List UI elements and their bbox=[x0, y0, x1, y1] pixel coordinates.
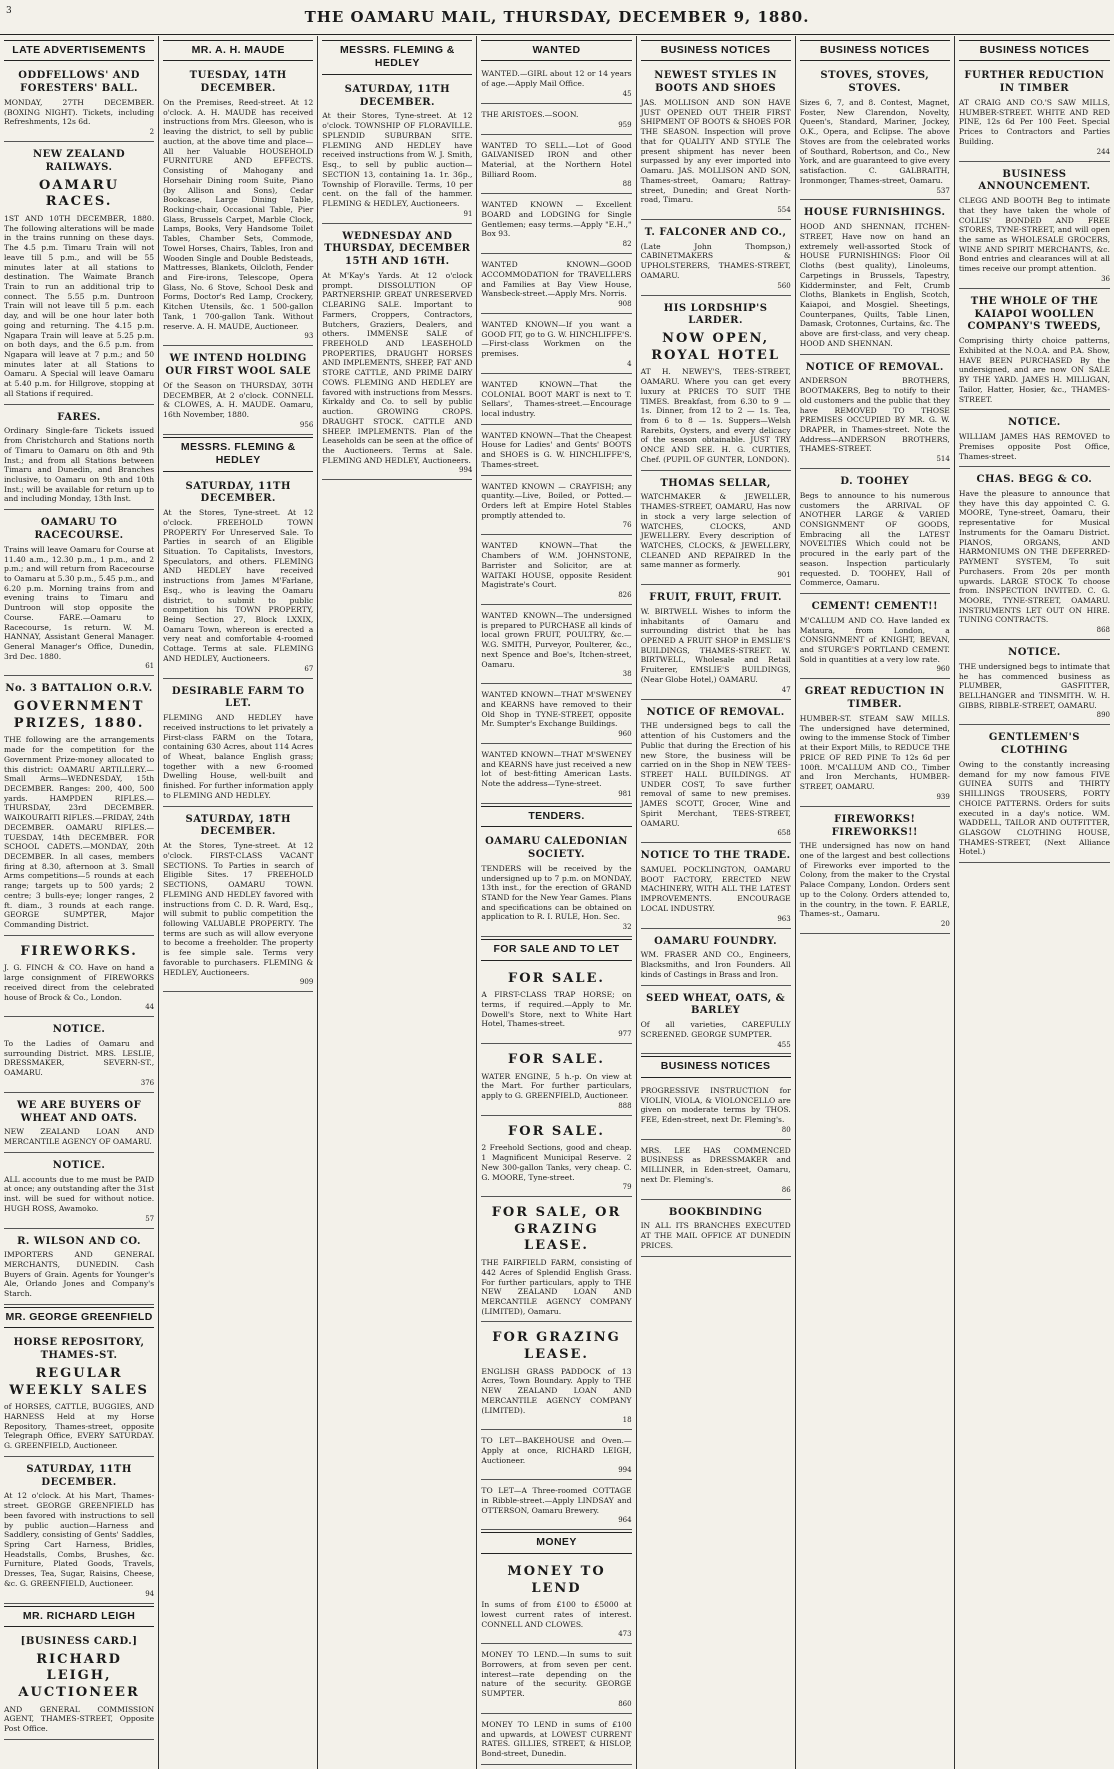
ad-number: 960 bbox=[936, 665, 950, 674]
ad-title: OAMARU TO RACECOURSE. bbox=[34, 517, 124, 541]
ad-number: 67 bbox=[304, 664, 314, 673]
ad-body: MONDAY, 27TH DECEMBER. (BOXING NIGHT). Tickets, including Refreshments, 12s 6d. bbox=[4, 98, 155, 127]
ad-body: MRS. LEE HAS COMMENCED BUSINESS as DRESSMAKER and MILLINER, in Eden-street, Oamaru, next Dr. Fleming's. bbox=[640, 1145, 791, 1184]
section-heading: MR. A. H. MAUDE bbox=[163, 40, 313, 61]
ad-title: BUSINESS ANNOUNCEMENT. bbox=[978, 168, 1091, 193]
ad-number: 88 bbox=[622, 180, 632, 189]
advertisement bbox=[163, 348, 313, 434]
advertisement bbox=[163, 476, 313, 679]
ad-body: 1ST AND 10TH DECEMBER, 1880. The following alterations will be made in the trains running on these days. The 4.5 p.m. Timaru Train will not leave till 5 p.m., and will be 55 minutes later at all stations to destination. The Waimate Branch Train to run an additional trip to connect. The 5.55 p.m. Duntroon Train will not leave till 5 p.m. each day, and will be one hour later both going and returning. The 4.15 p.m. Ngapara Train will leave at 5.25 p.m. on both days, and the 6.5 p.m. from Ngapara will leave at 7 p.m.; and 50 minutes later at all Stations to Oamaru. A Special will leave Oamaru at 5.40 p.m. for Hillgrove, stopping at all Stations if required. bbox=[4, 213, 155, 398]
ad-number: 963 bbox=[777, 914, 791, 923]
advertisement bbox=[4, 407, 154, 511]
ad-number: 376 bbox=[140, 1078, 155, 1087]
ad-number: 908 bbox=[618, 300, 632, 309]
ad-number: 82 bbox=[622, 240, 632, 249]
ad-headline: NOW OPEN, ROYAL HOTEL bbox=[651, 331, 780, 363]
masthead bbox=[0, 0, 1114, 35]
ad-body: A FIRST-CLASS TRAP HORSE; on terms, if required.—Apply to Mr. Dowell's Store, next to White Hart Hotel, Thames-street. bbox=[481, 990, 632, 1029]
newspaper-title: THE OAMARU MAIL, THURSDAY, DECEMBER 9, 1880. bbox=[304, 8, 810, 26]
section-heading: MESSRS. FLEMING & HEDLEY bbox=[163, 437, 313, 472]
column-4 bbox=[477, 36, 636, 1769]
advertisement bbox=[481, 256, 631, 314]
ad-title: R. WILSON AND CO. bbox=[17, 1235, 142, 1247]
advertisement bbox=[481, 746, 631, 804]
advertisement bbox=[4, 1332, 154, 1456]
ad-title: NEW ZEALAND RAILWAYS. bbox=[32, 149, 126, 173]
advertisement bbox=[641, 931, 791, 986]
ad-number: 537 bbox=[936, 186, 950, 195]
advertisement bbox=[4, 1155, 154, 1229]
advertisement bbox=[481, 1199, 631, 1322]
ad-body: W. BIRTWELL Wishes to inform the inhabitants of Oamaru and surrounding district that he has OPENED A FRUIT SHOP in EMSLIE'S BUILDINGS, THAMES-STREET. W. BIRTWELL, Wholesale and Retail Fruiterer, EMSLIE'S BUILDINGS, (Near Globe Hotel,) OAMARU. bbox=[640, 606, 791, 684]
section-heading: MR. RICHARD LEIGH bbox=[4, 1606, 154, 1627]
advertisement bbox=[800, 809, 950, 934]
ad-body: HOOD AND SHENNAN, ITCHEN-STREET, Have now on hand an extremely well-assorted Stock of HOUSE FURNISHINGS: Floor Oil Cloths (best quality), Linoleums, Carpetings in Brussels, Tapestry, Kidderminster, and Felt, Crumb Cloths, Blankets in English, Scotch, Kaiapoi, and Mosgiel. Sheetings, Counterpanes, Quilts, Table Linen, Damask, Crotonnes, Curtains, &c. The above are first-class, and very cheap. HOOD AND SHENNAN. bbox=[799, 222, 950, 348]
ad-number: 981 bbox=[618, 789, 632, 798]
ad-number: 2 bbox=[149, 128, 155, 137]
advertisement bbox=[4, 65, 154, 142]
ad-headline: FOR SALE. bbox=[508, 1123, 605, 1139]
ad-body: WANTED KNOWN—That the Chambers of W.M. JOHNSTONE, Barrister and Solicitor, are at WAITAKI HOUSE, opposite Resident Magistrate's Court. bbox=[481, 541, 632, 590]
ad-number: 554 bbox=[777, 205, 791, 214]
section-heading: MESSRS. FLEMING & HEDLEY bbox=[322, 40, 472, 75]
ad-title: T. FALCONER AND CO., bbox=[644, 226, 787, 238]
ad-body: WANTED KNOWN — CRAYFISH; any quantity.—Live, Boiled, or Potted.—Orders left at Empire Hotel Stables promptly attended to. bbox=[481, 481, 632, 520]
ad-number: 79 bbox=[622, 1183, 632, 1192]
ad-body: Of all varieties, CAREFULLY SCREENED. GEORGE SUMPTER. bbox=[640, 1020, 791, 1039]
ad-number: 909 bbox=[299, 978, 314, 987]
ad-body: FLEMING AND HEDLEY have received instructions to let privately a First-class FARM on the Totara, containing 630 Acres, about 114 Acres of Wheat, balance English grass; together with a new 6-roomed Dwelling House, well-built and finished. For further information apply to FLEMING AND HEDLEY. bbox=[163, 713, 314, 800]
ad-headline: REGULAR WEEKLY SALES bbox=[9, 1365, 149, 1398]
section-heading: WANTED bbox=[481, 40, 631, 61]
advertisement bbox=[4, 1019, 154, 1093]
ad-body: TO LET—BAKEHOUSE and Oven.—Apply at once, RICHARD LEIGH, Auctioneer. bbox=[481, 1436, 632, 1465]
ad-number: 20 bbox=[940, 920, 950, 929]
ad-number: 560 bbox=[777, 281, 791, 290]
column-7 bbox=[955, 36, 1114, 1769]
ad-body: THE undersigned begs to call the attention of his Customers and the Public that during the Erection of his new Store, the business will be carried on in the Shop in NEW TEES-STREET HALL BUILDINGS. AT UNDER COST, To save further removal of same to new premises. JAMES SCOTT, Grocer, Wine and Spirit Merchant, TEES-STREET, OAMARU. bbox=[640, 721, 791, 828]
ad-body: WM. FRASER AND CO., Engineers, Blacksmiths, and Iron Founders. All kinds of Castings in Brass and Iron. bbox=[640, 950, 791, 979]
ad-title: NOTICE. bbox=[52, 1024, 106, 1036]
ad-title: WE INTEND HOLDING OUR FIRST WOOL SALE bbox=[165, 353, 312, 378]
advertisement bbox=[4, 512, 154, 676]
column-6 bbox=[796, 36, 955, 1769]
advertisement bbox=[959, 469, 1110, 640]
advertisement bbox=[481, 965, 631, 1044]
ad-body: WANTED KNOWN—The undersigned is prepared to PURCHASE all kinds of local grown FRUIT, POULTRY, &c.—W.G. SMITH, Purveyor, Poulterer, &c., next Spence and Boe's, Itchen-street, Oamaru. bbox=[481, 610, 632, 669]
ad-number: 994 bbox=[459, 466, 473, 475]
ad-headline: FIREWORKS. bbox=[20, 943, 138, 959]
advertisement bbox=[481, 478, 631, 536]
ad-title: SATURDAY, 11TH DECEMBER. bbox=[26, 1463, 132, 1488]
advertisement bbox=[800, 681, 950, 806]
ad-title: FARES. bbox=[57, 411, 101, 423]
ad-number: 91 bbox=[463, 209, 473, 218]
ad-headline: FOR SALE, OR GRAZING LEASE. bbox=[491, 1205, 622, 1254]
advertisement bbox=[481, 196, 631, 254]
ad-number: 36 bbox=[1101, 274, 1110, 283]
ad-number: 76 bbox=[622, 521, 632, 530]
advertisement bbox=[481, 1646, 631, 1714]
ad-title: THE WHOLE OF THE KAIAPOI WOOLLEN COMPANY'S TWEEDS, bbox=[967, 295, 1102, 333]
ad-title: NOTICE. bbox=[1008, 647, 1061, 659]
ad-body: TENDERS will be received by the undersigned up to 7 p.m. on MONDAY, 13th inst., for the erection of GRAND STAND for the New Year Games. Plans and specifications can be obtained on application to R. I. RULE, Hon. Sec. bbox=[481, 863, 632, 922]
advertisement bbox=[959, 412, 1110, 467]
section-heading: MR. GEORGE GREENFIELD bbox=[4, 1307, 154, 1328]
ad-number: 94 bbox=[145, 1589, 155, 1598]
ad-body: Owing to the constantly increasing demand for my now famous FIVE GUINEA SUITS and THIRTY SHILLINGS TROUSERS, FORTY CHOICE PATTERNS. Orders for suits executed in a day's notice. WM. WADDELL, TAILOR AND OUTFITTER, GLASGOW CLOTHING HOUSE, THAMES-STREET, (Next Alliance Hotel.) bbox=[958, 760, 1110, 857]
ad-number: 514 bbox=[936, 455, 950, 464]
ad-number: 32 bbox=[622, 923, 632, 932]
ad-body: THE FAIRFIELD FARM, consisting of 442 Acres of Splendid English Grass. For further particulars, apply to THE NEW ZEALAND LOAN AND MERCANTILE AGENCY COMPANY (LIMITED), Oamaru. bbox=[481, 1258, 632, 1316]
advertisement bbox=[641, 845, 791, 928]
ad-body: 2 Freehold Sections, good and cheap. 1 Magnificent Municipal Reserve. 2 New 300-gallon Tanks, very cheap. C. G. MOORE, Tyne-street. bbox=[481, 1143, 632, 1182]
advertisement bbox=[481, 65, 631, 103]
ad-number: 80 bbox=[781, 1125, 791, 1134]
advertisement bbox=[641, 65, 791, 219]
ad-body: WANTED KNOWN—GOOD ACCOMMODATION for TRAVELLERS and Families at Bay View House, Wansbeck-street.—Apply Mrs. Norris. bbox=[481, 260, 632, 299]
advertisement bbox=[959, 642, 1110, 725]
ad-body: ALL accounts due to me must be PAID at once; any outstanding after the 31st inst. will be sued for without notice. HUGH ROSS, Awamoko. bbox=[4, 1174, 155, 1213]
ad-body: WANTED KNOWN—THAT M'SWENEY and KEARNS have just received a new lot of best-fitting American Lasts. Note the address—Tyne-street. bbox=[481, 750, 632, 789]
column-2 bbox=[159, 36, 318, 1769]
ad-title: FURTHER REDUCTION IN TIMBER bbox=[964, 70, 1105, 95]
ad-body: PROGRESSIVE INSTRUCTION for VIOLIN, VIOLA, & VIOLONCELLO are given on moderate terms by THOS. FEE, Eden-street, next Dr. Fleming's. bbox=[640, 1085, 791, 1125]
advertisement bbox=[481, 607, 631, 684]
ad-number: 826 bbox=[618, 590, 632, 599]
advertisement bbox=[481, 1482, 631, 1530]
ad-body: AT H. NEWEY'S, TEES-STREET, OAMARU. Where you can get every luxury at PRICES TO SUIT THE TIMES. Breakfast, from 6.30 to 9 — 1s. Dinner, from 12 to 2 — 1s. Tea, from 6 to 8 — 1s. Suppers—Welsh Rarebits, Oysters, and every delicacy of the season obtainable. JUST TRY ONCE AND SEE. H. G. CURTIES, Chef. (PUPIL OF GUNTER, LONDON). bbox=[640, 367, 791, 464]
advertisement bbox=[481, 1118, 631, 1197]
ad-headline: OAMARU RACES. bbox=[39, 177, 120, 210]
ad-headline: FOR SALE. bbox=[508, 970, 605, 986]
ad-title: CHAS. BEGG & CO. bbox=[976, 474, 1093, 486]
advertisement bbox=[481, 831, 631, 937]
ad-number: 44 bbox=[145, 1003, 155, 1012]
ad-number: 890 bbox=[1096, 711, 1110, 720]
ad-number: 860 bbox=[618, 1699, 632, 1708]
advertisement bbox=[800, 202, 950, 354]
advertisement bbox=[163, 809, 313, 993]
section-heading: FOR SALE AND TO LET bbox=[481, 939, 631, 960]
advertisement bbox=[481, 106, 631, 135]
ad-number: 47 bbox=[781, 685, 791, 694]
advertisement bbox=[641, 1142, 791, 1200]
ad-body: At the Stores, Tyne-street. At 12 o'clock. FIRST-CLASS VACANT SECTIONS. To Parties in search of Eligible Sites. 17 FREEHOLD SECTIONS, OAMARU TOWN. FLEMING AND HEDLEY favored with instructions from C. D. R. Ward, Esq., will submit to public competition the following VALUABLE PROPERTY. The terms are such as will allow everyone to become a freeholder. The property is fee simple sale. Terms very favorable to purchasers. FLEMING & HEDLEY, Auctioneers. bbox=[163, 841, 314, 977]
ad-title: SEED WHEAT, OATS, & BARLEY bbox=[646, 992, 786, 1017]
ad-body: IMPORTERS AND GENERAL MERCHANTS, DUNEDIN. Cash Buyers of Grain. Agents for Younger's Ale, Orlando Jones and Company's Starch. bbox=[4, 1250, 155, 1299]
advertisement bbox=[481, 1558, 631, 1644]
ad-body: WANTED.—GIRL about 12 or 14 years of age.—Apply Mail Office. bbox=[481, 69, 632, 89]
ad-headline: RICHARD LEIGH, AUCTIONEER bbox=[18, 1651, 140, 1700]
ad-body: TO LET—A Three-roomed COTTAGE in Ribble-street.—Apply LINDSAY and OTTERSON, Oamaru Brewery. bbox=[481, 1486, 632, 1515]
advertisement bbox=[481, 686, 631, 744]
ad-number: 960 bbox=[618, 730, 632, 739]
ad-number: 38 bbox=[622, 670, 632, 679]
advertisement bbox=[800, 596, 950, 679]
ad-body: ANDERSON BROTHERS, BOOTMAKERS, Beg to notify to their old customers and the public that they have REMOVED TO THOSE PREMISES OCCUPIED BY MR. G. W. DRAPER, in Thames-street. Note the Address—ANDERSON BROTHERS, THAMES-STREET. bbox=[799, 376, 950, 454]
ad-number: 658 bbox=[777, 829, 791, 838]
ad-body: J. G. FINCH & CO. Have on hand a large consignment of FIREWORKS received direct from the celebrated house of Brock & Co., London. bbox=[4, 963, 155, 1002]
advertisement bbox=[481, 1046, 631, 1116]
advertisement bbox=[641, 988, 791, 1055]
ad-body: At their Stores, Tyne-street. At 12 o'clock. TOWNSHIP OF FLORAVILLE. SPLENDID SUBURBAN SITE. FLEMING AND HEDLEY have received instructions from W. J. Smith, Esq., to sell by public auction—SECTION 13, containing 1a. 1r. 36p., Township of Floraville. Terms, 10 per cent. on the fall of the hammer. FLEMING & HEDLEY, Auctioneers. bbox=[322, 111, 473, 208]
advertisement bbox=[641, 587, 791, 700]
ad-title: FIREWORKS! FIREWORKS!! bbox=[831, 813, 918, 838]
page-number: 3 bbox=[6, 6, 13, 16]
ad-title: SATURDAY, 11TH DECEMBER. bbox=[344, 83, 451, 108]
ad-title: GREAT REDUCTION IN TIMBER. bbox=[804, 686, 945, 711]
advertisement bbox=[322, 226, 472, 481]
advertisement bbox=[481, 1432, 631, 1480]
ad-headline: MONEY TO LEND bbox=[507, 1563, 606, 1596]
ad-number: 4 bbox=[627, 359, 632, 368]
ad-title: BOOKBINDING bbox=[668, 1206, 763, 1218]
ad-title: GENTLEMEN'S CLOTHING bbox=[988, 732, 1080, 757]
ad-number: 93 bbox=[304, 332, 314, 341]
ad-body: Trains will leave Oamaru for Course at 11.40 a.m., 12.30 p.m., 1 p.m., and 2 p.m.; and will return from Racecourse to Oamaru at 5.30 p.m., 5.45 p.m., and 6.20 p.m. Morning trains from and evening trains to Timaru and Duntroon will stop opposite the Course. FARE.—Oamaru to Racecourse, 1s return. W. M. HANNAY, Assistant General Manager. General Manager's Office, Dunedin, 3rd Dec. 1880. bbox=[4, 544, 155, 661]
advertisement bbox=[641, 473, 791, 586]
advertisement bbox=[959, 65, 1110, 161]
ad-number: 18 bbox=[622, 1416, 632, 1425]
ad-body: At M'Kay's Yards. At 12 o'clock prompt. DISSOLUTION OF PARTNERSHIP. GREAT UNRESERVED CLEARING SALE. Important to Farmers, Croppers, Contractors, Butchers, Graziers, Dealers, and others. IMMENSE SALE of FREEHOLD AND LEASEHOLD PROPERTIES, DRAUGHT HORSES AND IMPLEMENTS, SHEEP, FAT AND STORE CATTLE, AND PRIME DAIRY COWS. FLEMING AND HEDLEY are favored with instructions from Messrs. Kirkaldy and Co. to sell by public auction. GROWING CROPS. DRAUGHT STOCK. CATTLE AND SHEEP. IMPLEMENTS. Plan of the Leaseholds can be seen at the office of the Auctioneers. Terms at Sale. FLEMING AND HEDLEY, Auctioneers. bbox=[322, 271, 473, 465]
ad-title: NOTICE OF REMOVAL. bbox=[646, 706, 785, 718]
ad-number: 86 bbox=[781, 1185, 791, 1194]
ad-body: M'CALLUM AND CO. Have landed ex Mataura, from London, a CONSIGNMENT of KNIGHT, BEVAN, and STURGE'S PORTLAND CEMENT. Sold in quantities at a very low rate. bbox=[799, 615, 950, 664]
ad-number: 244 bbox=[1096, 147, 1110, 156]
ad-title: NOTICE OF REMOVAL. bbox=[805, 361, 944, 373]
ad-title: ODDFELLOWS' AND FORESTERS' BALL. bbox=[18, 70, 140, 95]
ad-body: WATCHMAKER & JEWELLER, THAMES-STREET, OAMARU, Has now in stock a very large selection of WATCHES, CLOCKS, AND JEWELLERY. Every description of WATCHES, CLOCKS, & JEWELLERY, CLEANED AND REPAIRED In the same manner as formerly. bbox=[640, 492, 791, 570]
advertisement bbox=[4, 1095, 154, 1153]
ad-title: HIS LORDSHIP'S LARDER. bbox=[663, 302, 768, 327]
ad-body: Comprising thirty choice patterns, Exhibited at the N.O.A. and P.A. Show, HAVE BEEN PURCHASED By the undersigned, and are now ON SALE BY THE YARD. JAMES H. MILLIGAN, Tailor, Hatter, Hosier, &c., THAMES-STREET. bbox=[958, 336, 1110, 404]
ad-number: 473 bbox=[618, 1630, 632, 1639]
ad-title: No. 3 BATTALION O.R.V. bbox=[5, 683, 153, 695]
ad-body: THE undersigned has now on hand one of the largest and best collections of Fireworks ever imported to the Colony, from the maker to the Crystal Palace Company, London. Orders sent up to the Colony. Orders attended to, in the country, in the town. F. EARLE, Thames-st., Oamaru. bbox=[799, 841, 950, 919]
ad-title: NOTICE TO THE TRADE. bbox=[640, 850, 791, 862]
ad-title: FRUIT, FRUIT, FRUIT. bbox=[649, 592, 782, 604]
ad-number: 61 bbox=[145, 662, 155, 671]
advertisement bbox=[959, 291, 1110, 410]
ad-number: 901 bbox=[777, 571, 791, 580]
advertisement bbox=[163, 65, 313, 346]
ad-number: 45 bbox=[622, 89, 632, 98]
ad-title: DESIRABLE FARM TO LET. bbox=[171, 685, 305, 710]
ad-body: THE ARISTOES.—SOON. bbox=[481, 109, 579, 119]
ad-body: THE undersigned begs to intimate that he has commenced business as PLUMBER, GASFITTER, BELLHANGER and TINSMITH. W. H. GIBBS, RIBBLE-STREET, OAMARU. bbox=[958, 661, 1110, 710]
ad-title: NOTICE. bbox=[52, 1159, 106, 1171]
ad-number: 868 bbox=[1096, 626, 1110, 635]
advertisement bbox=[641, 1202, 791, 1257]
ad-title: HORSE REPOSITORY, THAMES-ST. bbox=[13, 1337, 145, 1362]
ad-title: [BUSINESS CARD.] bbox=[20, 1635, 138, 1647]
newspaper-page bbox=[0, 36, 1114, 1758]
ad-title: D. TOOHEY bbox=[840, 476, 910, 488]
ad-title: OAMARU CALEDONIAN SOCIETY. bbox=[485, 836, 628, 861]
ad-body: CLEGG AND BOOTH Beg to intimate that they have taken the whole of COLLIS' BONDED AND FREE STORES, TYNE-STREET, and will open the same as WHOLESALE GROCERS, WINE AND SPIRIT MERCHANTS, &c. Bond entries and clearances will at all times receive our prompt attention. bbox=[958, 196, 1110, 274]
ad-title: WEDNESDAY AND THURSDAY, DECEMBER 15TH AND 16TH. bbox=[324, 230, 471, 268]
advertisement bbox=[163, 681, 313, 807]
ad-title: WE ARE BUYERS OF WHEAT AND OATS. bbox=[16, 1099, 142, 1124]
ad-body: In sums of from £100 to £5000 at lowest current rates of interest. CONNELL AND CLOWES. bbox=[481, 1600, 632, 1629]
ad-body: WATER ENGINE, 5 h.-p. On view at the Mart. For further particulars, apply to G. GREENFIELD, Auctioneer. bbox=[481, 1071, 632, 1101]
section-heading: TENDERS. bbox=[481, 806, 631, 827]
ad-body: Begs to announce to his numerous customers the ARRIVAL OF ANOTHER LARGE & VARIED CONSIGNMENT OF GOODS, Embracing all the LATEST NOVELTIES Which could not be procured in the early part of the season. Inspection particularly requested. D. TOOHEY, Hall of Commerce, Oamaru. bbox=[799, 490, 950, 588]
ad-body: NEW ZEALAND LOAN AND MERCANTILE AGENCY OF OAMARU. bbox=[4, 1127, 155, 1147]
advertisement bbox=[4, 678, 154, 935]
ad-body: Ordinary Single-fare Tickets issued from Christchurch and Stations north of Timaru to Oamaru on 8th and 9th Inst.; and from all Stations between Timaru and Dunedin, and Branches inclusive, to Oamaru on 9th and 10th Inst.; will be available for return up to and including Monday, 13th Inst. bbox=[4, 426, 155, 504]
ad-body: On the Premises, Reed-street. At 12 o'clock. A. H. MAUDE has received instructions from Mrs. Gleeson, who is leaving the district, to sell by public auction, at the above time and place—All her Valuable HOUSEHOLD FURNITURE AND EFFECTS. Consisting of Mahogany and Horsehair Dining room Suite, Piano (by Allison and Sons), Cedar Bookcase, Large Dining Table, Rocking-chair, Occasional Table, Pier Glass, Brussels Carpet, Marble Clock, Lamps, Books, Very Handsome Toilet Tables, Chamber Sets, Commode, Towel Horses, Chairs, Tables, Iron and Wooden Single and Double Bedsteads, Mattresses, Blankets, Oilcloth, Fender and Fire-irons, Telescope, Opera Glass, No. 6 Stove, School Desk and Forms, Doctor's Red Lamp, Crockery, Kitchen Utensils, &c. 1 500-gallon Tank, 1 700-gallon Tank. Without reserve. A. H. MAUDE, Auctioneer. bbox=[163, 98, 314, 331]
ad-body: WANTED TO SELL.—Lot of Good GALVANISED IRON and other Material, at the Northern Hotel Billiard Room. bbox=[481, 140, 632, 179]
ad-title: THOMAS SELLAR, bbox=[660, 477, 771, 489]
ad-body: Sizes 6, 7, and 8. Contest, Magnet, Foster, New Clarendon, Novelty, Queen's, Standard, Mariner, Jockey, O.K., Opera, and Eclipse. The above Stoves are from the celebrated works of Southard, Robertson, and Co., New York, and are guaranteed to give every satisfaction. C. GALBRAITH, Ironmonger, Thames-street, Oamaru. bbox=[799, 98, 950, 185]
ad-body: Have the pleasure to announce that they have this day appointed C. G. MOORE, Tyne-street, Oamaru, their representative for Musical Instruments for the Oamaru District. PIANOS, ORGANS, AND HARMONIUMS ON THE DEFERRED-PAYMENT SYSTEM, To suit Purchasers. From 20s per month upwards. LARGE STOCK To choose from. INSPECTION INVITED. C. G. MOORE, TYNE-STREET, OAMARU. INSTRUMENTS LET OUT ON HIRE. TUNING CONTRACTS. bbox=[958, 489, 1110, 625]
advertisement bbox=[641, 1082, 791, 1140]
advertisement bbox=[641, 222, 791, 296]
advertisement bbox=[481, 316, 631, 374]
ad-body: THE following are the arrangements made for the competition for the Government Prize-money allocated to this district: OAMARU ARTILLERY.—Small Arms—WEDNESDAY, 15th DECEMBER. Ranges: 200, 400, 500 yards. HAMPDEN RIFLES.—THURSDAY, 23rd DECEMBER. WAIKOURAITI RIFLES.—FRIDAY, 24th DECEMBER. OAMARU RIFLES.—TUESDAY, 14th DECEMBER. FOR SCHOOL CADETS.—MONDAY, 20th DECEMBER. In all cases, members firing at 8.30, afternoon at 3. Small Arms competitions—5 rounds at each range; targets up to 500 yards; 2 centre; 3 bulls-eye; longer ranges, 2 ft. diam., 3 rounds at each range. GEORGE SUMPTER, Major Commanding District. bbox=[4, 735, 155, 930]
advertisement bbox=[4, 1631, 154, 1740]
column-5 bbox=[637, 36, 796, 1769]
advertisement bbox=[481, 1716, 631, 1765]
section-heading: BUSINESS NOTICES bbox=[800, 40, 950, 61]
ad-title: NEWEST STYLES IN BOOTS AND SHOES bbox=[654, 70, 777, 95]
ad-title: TUESDAY, 14TH DECEMBER. bbox=[189, 70, 287, 95]
advertisement bbox=[481, 376, 631, 425]
ad-body: WANTED KNOWN—If you want a GOOD FIT, go to G. W. HINCHLIFFE'S.—First-class Workmen on the premises. bbox=[481, 319, 632, 359]
advertisement bbox=[959, 164, 1110, 289]
ad-body: WANTED KNOWN — Excellent BOARD and LODGING for Single Gentlemen; easy terms.—Apply "E.H.," Box 93. bbox=[481, 200, 632, 239]
ad-body: WILLIAM JAMES HAS REMOVED to Premises opposite Post Office, Thames-street. bbox=[958, 432, 1110, 461]
advertisement bbox=[322, 79, 472, 224]
ad-body: MONEY TO LEND in sums of £100 and upwards, at LOWEST CURRENT RATES. GILLIES, STREET, & HISLOP, Bond-street, Dunedin. bbox=[481, 1719, 632, 1758]
advertisement bbox=[481, 137, 631, 195]
ad-body: Of the Season on THURSDAY, 30TH DECEMBER, At 2 o'clock. CONNELL & CLOWES, A. H. MAUDE. Oamaru, 16th November, 1880. bbox=[163, 380, 314, 419]
ad-body: WANTED KNOWN—That the COLONIAL BOOT MART is next to T. Sellars', Thames-street.—Encourage local industry. bbox=[481, 379, 632, 418]
ad-title: SATURDAY, 18TH DECEMBER. bbox=[185, 813, 291, 838]
ad-body: At 12 o'clock. At his Mart, Thames-street. GEORGE GREENFIELD has been favored with instructions to sell by public auction—Harness and Saddlery, consisting of Gents' Saddles, Spring Cart Harness, Bridles, Headstalls, Combs, Brushes, &c. Furniture, Plated Goods, Travels, Dresses, Tea, Sugar, Raisins, Cheese, &c. G. GREENFIELD, Auctioneer. bbox=[4, 1491, 155, 1588]
ad-body: ENGLISH GRASS PADDOCK of 13 Acres, Town Boundary. Apply to THE NEW ZEALAND LOAN AND MERCANTILE AGENCY COMPANY (LIMITED). bbox=[481, 1366, 632, 1415]
ad-title: OAMARU FOUNDRY. bbox=[654, 935, 778, 947]
ad-title: STOVES, STOVES, STOVES. bbox=[820, 70, 930, 95]
ad-number: 994 bbox=[618, 1466, 632, 1475]
ad-headline: GOVERNMENT PRIZES, 1880. bbox=[13, 699, 145, 731]
ad-body: (Late John Thompson,) CABINETMAKERS & UPHOLSTERERS, THAMES-STREET, OAMARU. bbox=[640, 241, 791, 280]
advertisement bbox=[800, 65, 950, 200]
ad-body: of HORSES, CATTLE, BUGGIES, AND HARNESS Held at my Horse Repository, Thames-street, opposite Telegraph Office, EVERY SATURDAY. G. GREENFIELD, Auctioneer. bbox=[4, 1402, 155, 1451]
ad-number: 977 bbox=[618, 1030, 632, 1039]
ad-body: WANTED KNOWN—THAT M'SWENEY and KEARNS have removed to their Old Shop in TYNE-STREET, opposite Mr. Sumpter's Exchange Buildings. bbox=[481, 690, 632, 729]
section-heading: BUSINESS NOTICES bbox=[959, 40, 1110, 61]
advertisement bbox=[641, 298, 791, 471]
section-heading: BUSINESS NOTICES bbox=[641, 40, 791, 61]
ad-title: CEMENT! CEMENT!! bbox=[811, 601, 938, 613]
advertisement bbox=[481, 1324, 631, 1430]
ad-body: IN ALL ITS BRANCHES EXECUTED AT THE MAIL OFFICE AT DUNEDIN PRICES. bbox=[640, 1221, 791, 1250]
section-heading: LATE ADVERTISEMENTS bbox=[4, 40, 154, 61]
advertisement bbox=[641, 702, 791, 844]
ad-number: 888 bbox=[618, 1101, 632, 1110]
ad-body: AND GENERAL COMMISSION AGENT, THAMES-STREET, Opposite Post Office. bbox=[4, 1704, 155, 1734]
ad-body: WANTED KNOWN—That the Cheapest House for Ladies' and Gents' BOOTS and SHOES is G. W. HINCHLIFFE'S, Thames-street. bbox=[481, 430, 632, 469]
ad-number: 939 bbox=[936, 792, 950, 801]
ad-title: HOUSE FURNISHINGS. bbox=[804, 207, 946, 219]
ad-number: 964 bbox=[618, 1516, 632, 1525]
ad-body: SAMUEL POCKLINGTON, OAMARU BOOT FACTORY, ERECTED NEW MACHINERY, WITH ALL THE LATEST IMPROVEMENTS. ENCOURAGE LOCAL INDUSTRY. bbox=[640, 865, 791, 913]
ad-body: At the Stores, Tyne-street. At 12 o'clock. FREEHOLD TOWN PROPERTY For Unreserved Sale. To Parties in search of an Eligible Situation. To Capitalists, Investors, Speculators, and others. FLEMING AND HEDLEY have received instructions from James M'Farlane, Esq., who is leaving the Oamaru district, to submit to public competition his TOWN PROPERTY, Being Section 27, Block LXXIX, Oamaru Town, whereon is erected a very neat and comfortable 4-roomed Cottage. Terms at sale. FLEMING AND HEDLEY, Auctioneers. bbox=[163, 508, 314, 663]
advertisement bbox=[4, 144, 154, 405]
ad-headline: FOR SALE. bbox=[508, 1052, 605, 1068]
section-heading: MONEY bbox=[481, 1532, 631, 1553]
ad-body: AT CRAIG AND CO.'S SAW MILLS, HUMBER-STREET. WHITE AND RED PINE, 12s 6d Per 100 Feet. Special Prices to Contractors and Parties Building. bbox=[958, 98, 1110, 146]
advertisement bbox=[4, 1459, 154, 1604]
ad-body: HUMBER-ST. STEAM SAW MILLS. The undersigned have determined, owing to the immense Stock of Timber at their Export Mills, to REDUCE THE PRICE OF RED PINE To 12s 6d per 100ft. M'CALLUM AND CO., Timber and Iron Merchants, HUMBER-STREET, OAMARU. bbox=[799, 714, 950, 792]
ad-body: MONEY TO LEND.—In sums to suit Borrowers, at from seven per cent. interest—rate depending on the nature of the security. GEORGE SUMPTER. bbox=[481, 1650, 632, 1699]
advertisement bbox=[4, 938, 154, 1017]
advertisement bbox=[481, 537, 631, 605]
ad-number: 956 bbox=[299, 420, 314, 429]
ad-title: NOTICE. bbox=[1008, 417, 1061, 429]
section-heading: BUSINESS NOTICES bbox=[641, 1056, 791, 1077]
ad-title: SATURDAY, 11TH DECEMBER. bbox=[185, 480, 291, 505]
advertisement bbox=[800, 471, 950, 594]
column-3 bbox=[318, 36, 477, 1769]
column-1 bbox=[0, 36, 159, 1769]
ad-headline: FOR GRAZING LEASE. bbox=[492, 1330, 621, 1363]
ad-body: JAS. MOLLISON AND SON HAVE JUST OPENED OUT THEIR FIRST SHIPMENT OF BOOTS & SHOES FOR THE SEASON. Inspection will prove that for QUALITY AND STYLE The present shipment has never been surpassed by any ever imported into Oamaru. JAS. MOLLISON AND SON, Thames-street, Oamaru; Rattray-street, Dunedin; and Great North-road, Timaru. bbox=[640, 98, 791, 205]
ad-body: To the Ladies of Oamaru and surrounding District. MRS. LESLIE, DRESSMAKER, SEVERN-ST., OAMARU. bbox=[4, 1039, 155, 1078]
ad-number: 57 bbox=[145, 1214, 155, 1223]
ad-number: 455 bbox=[777, 1040, 791, 1049]
ad-number: 959 bbox=[618, 120, 632, 129]
advertisement bbox=[481, 427, 631, 476]
advertisement bbox=[4, 1231, 154, 1305]
advertisement bbox=[800, 357, 950, 470]
advertisement bbox=[959, 727, 1110, 863]
